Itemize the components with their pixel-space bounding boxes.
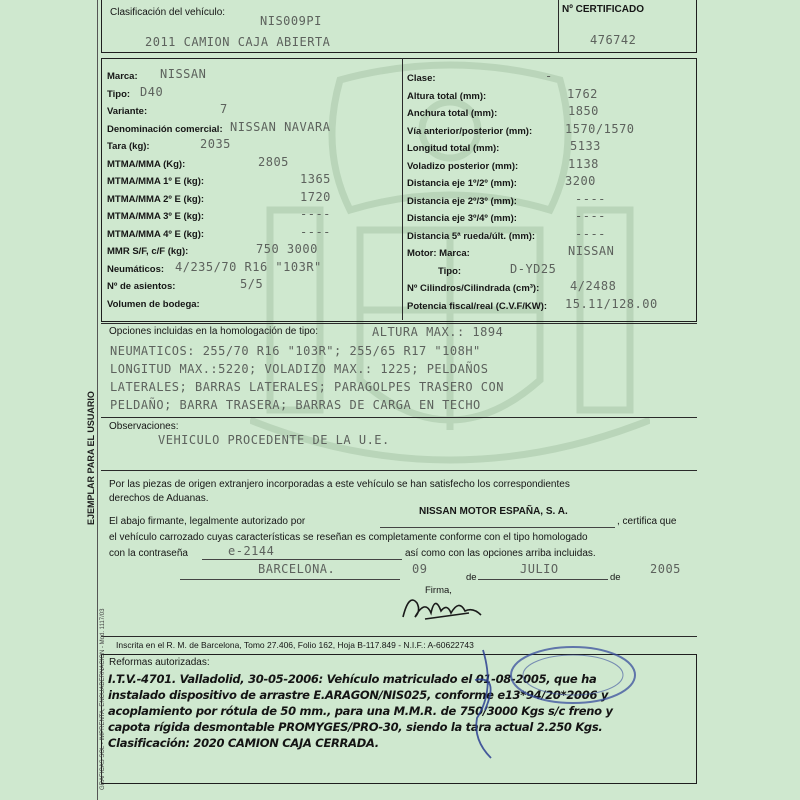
reformas-title: Reformas autorizadas: — [109, 657, 210, 668]
cert-day: 09 — [412, 562, 428, 576]
cert-line3b: , certifica que — [617, 516, 677, 527]
opciones-line5: PELDAÑO; BARRA TRASERA; BARRAS DE CARGA EN TECHO — [110, 398, 481, 412]
left-field-label: Denominación comercial: — [107, 123, 223, 135]
right-field-label: Distancia eje 3º/4º (mm): — [407, 213, 517, 224]
left-field-label: Volumen de bodega: — [107, 298, 200, 310]
left-field-value: 1365 — [300, 172, 331, 186]
right-field-value: 1850 — [568, 104, 599, 118]
right-field-label: Clase: — [407, 73, 436, 84]
cert-company: NISSAN MOTOR ESPAÑA, S. A. — [419, 506, 568, 517]
right-field-value: ---- — [575, 209, 606, 223]
left-field-label: Variante: — [107, 106, 148, 117]
cert-line2: derechos de Aduanas. — [109, 493, 209, 504]
cert-line5b: así como con las opciones arriba incluidas. — [405, 548, 596, 559]
left-field-label: MTMA/MMA 3º E (kg): — [107, 211, 205, 222]
reformas-line2: instalado dispositivo de arrastre E.ARAGON/NIS025, conforme e13*94/20*2006 y — [108, 688, 609, 702]
right-field-label: Tipo: — [438, 265, 462, 277]
signature — [395, 585, 505, 630]
right-field-value: NISSAN — [568, 244, 615, 258]
right-field-label: Anchura total (mm): — [407, 108, 498, 119]
left-field-value: 750 3000 — [256, 242, 318, 256]
reformas-line1: I.T.V.-4701. Valladolid, 30-05-2006: Vehículo matriculado el 01-08-2005, que ha — [108, 672, 597, 686]
ejemplar-label: EJEMPLAR PARA EL USUARIO — [86, 391, 96, 525]
observaciones-text: VEHICULO PROCEDENTE DE LA U.E. — [158, 433, 390, 447]
left-field-label: MTMA/MMA 4º E (kg): — [107, 228, 205, 240]
clasificacion-label: Clasificación del vehículo: — [110, 7, 226, 18]
cert-line3a: El abajo firmante, legalmente autorizado por — [109, 516, 306, 527]
right-field-label: Distancia eje 2º/3º (mm): — [407, 195, 517, 207]
right-field-value: 5133 — [570, 139, 601, 153]
right-field-label: Altura total (mm): — [407, 90, 487, 102]
cert-de2: de — [610, 572, 621, 583]
cert-line5a: con la contraseña — [109, 548, 188, 559]
opciones-line2: NEUMATICOS: 255/70 R16 "103R"; 255/65 R17 "108H" — [110, 344, 481, 358]
left-field-label: MMR S/F, c/F (kg): — [107, 246, 189, 257]
left-field-value: 1720 — [300, 189, 331, 204]
opciones-line3: LONGITUD MAX.:5220; VOLADIZO MAX.: 1225; PELDAÑOS — [110, 362, 489, 376]
cert-city: BARCELONA. — [258, 562, 336, 576]
left-field-value: ---- — [300, 224, 331, 239]
cert-de1: de — [466, 572, 477, 583]
right-field-label: Longitud total (mm): — [407, 143, 500, 154]
left-field-label: MTMA/MMA 2º E (kg): — [107, 193, 205, 205]
right-field-label: Motor: Marca: — [407, 248, 470, 259]
right-field-value: 1762 — [567, 86, 598, 101]
left-field-value: NISSAN — [160, 67, 207, 81]
reformas-line4: capota rígida desmontable PROMYGES/PRO-30, siendo la tara actual 2.250 Kgs. — [108, 720, 603, 734]
reformas-line5: Clasificación: 2020 CAMION CAJA CERRADA. — [108, 736, 379, 750]
left-field-value: 7 — [220, 102, 228, 116]
right-field-label: Voladizo posterior (mm): — [407, 160, 519, 172]
left-field-label: MTMA/MMA 1º E (kg): — [107, 176, 205, 187]
left-field-value: 5/5 — [240, 277, 264, 291]
left-field-value: 2035 — [200, 137, 231, 151]
official-stamp — [455, 640, 655, 770]
left-field-label: Neumáticos: — [107, 263, 165, 275]
cert-line1: Por las piezas de origen extranjero incorporadas a este vehículo se han satisfecho los correspondientes — [109, 479, 570, 490]
observaciones-title: Observaciones: — [109, 421, 179, 432]
right-field-value: 1570/1570 — [565, 121, 635, 136]
printer-label: GRAFICAS SOL - IMPRENTA, ENCUADERNACION - Mod. 1117/03 — [100, 608, 106, 790]
cert-line4: el vehículo carrozado cuyas características se reseñan es completamente conforme con el tipo homologado — [109, 532, 588, 543]
right-field-value: 4/2488 — [570, 279, 617, 293]
opciones-title: Opciones incluidas en la homologación de tipo: — [109, 326, 319, 337]
left-field-value: 2805 — [258, 154, 289, 169]
cert-month: JULIO — [520, 562, 559, 576]
right-field-label: Potencia fiscal/real (C.V.F/KW): — [407, 300, 548, 312]
right-field-value: 1138 — [568, 156, 599, 171]
left-field-label: Marca: — [107, 71, 138, 82]
right-field-label: Vía anterior/posterior (mm): — [407, 125, 533, 137]
opciones-line4: LATERALES; BARRAS LATERALES; PARAGOLPES TRASERO CON — [110, 380, 504, 394]
cert-inscrita: Inscrita en el R. M. de Barcelona, Tomo 27.406, Folio 162, Hoja B-117.849 - N.I.F.: A-60622743 — [116, 640, 474, 650]
opciones-line1: ALTURA MAX.: 1894 — [372, 325, 504, 339]
left-field-value: NISSAN NAVARA — [230, 119, 331, 134]
left-field-label: Tipo: — [107, 88, 131, 100]
reformas-line3: acoplamiento por rótula de 50 mm., para una M.M.R. de 750/3000 Kgs s/c freno y — [108, 704, 613, 718]
right-field-label: Distancia 5ª rueda/últ. (mm): — [407, 230, 536, 242]
right-field-value: 15.11/128.00 — [565, 296, 658, 311]
left-field-label: Nº de asientos: — [107, 281, 176, 292]
cert-firma-label: Firma, — [425, 585, 452, 596]
right-field-value: 3200 — [565, 174, 596, 188]
cert-contrasena: e-2144 — [228, 544, 275, 558]
right-field-label: Nº Cilindros/Cilindrada (cm³): — [407, 283, 540, 294]
left-field-label: MTMA/MMA (Kg): — [107, 158, 186, 170]
clasificacion-code: NIS009PI — [260, 14, 322, 28]
right-field-value: D-YD25 — [510, 261, 557, 276]
clasificacion-value: 2011 CAMION CAJA ABIERTA — [145, 35, 331, 49]
cert-year: 2005 — [650, 562, 681, 576]
right-field-value: ---- — [575, 226, 606, 241]
left-field-value: 4/235/70 R16 "103R" — [175, 259, 322, 274]
left-field-value: ---- — [300, 207, 331, 221]
right-field-value: - — [545, 69, 553, 83]
certificado-label: Nº CERTIFICADO — [562, 4, 644, 15]
right-field-label: Distancia eje 1º/2º (mm): — [407, 178, 517, 189]
left-field-value: D40 — [140, 84, 164, 99]
left-field-label: Tara (kg): — [107, 141, 150, 152]
certificado-value: 476742 — [590, 33, 637, 47]
right-field-value: ---- — [575, 191, 606, 206]
